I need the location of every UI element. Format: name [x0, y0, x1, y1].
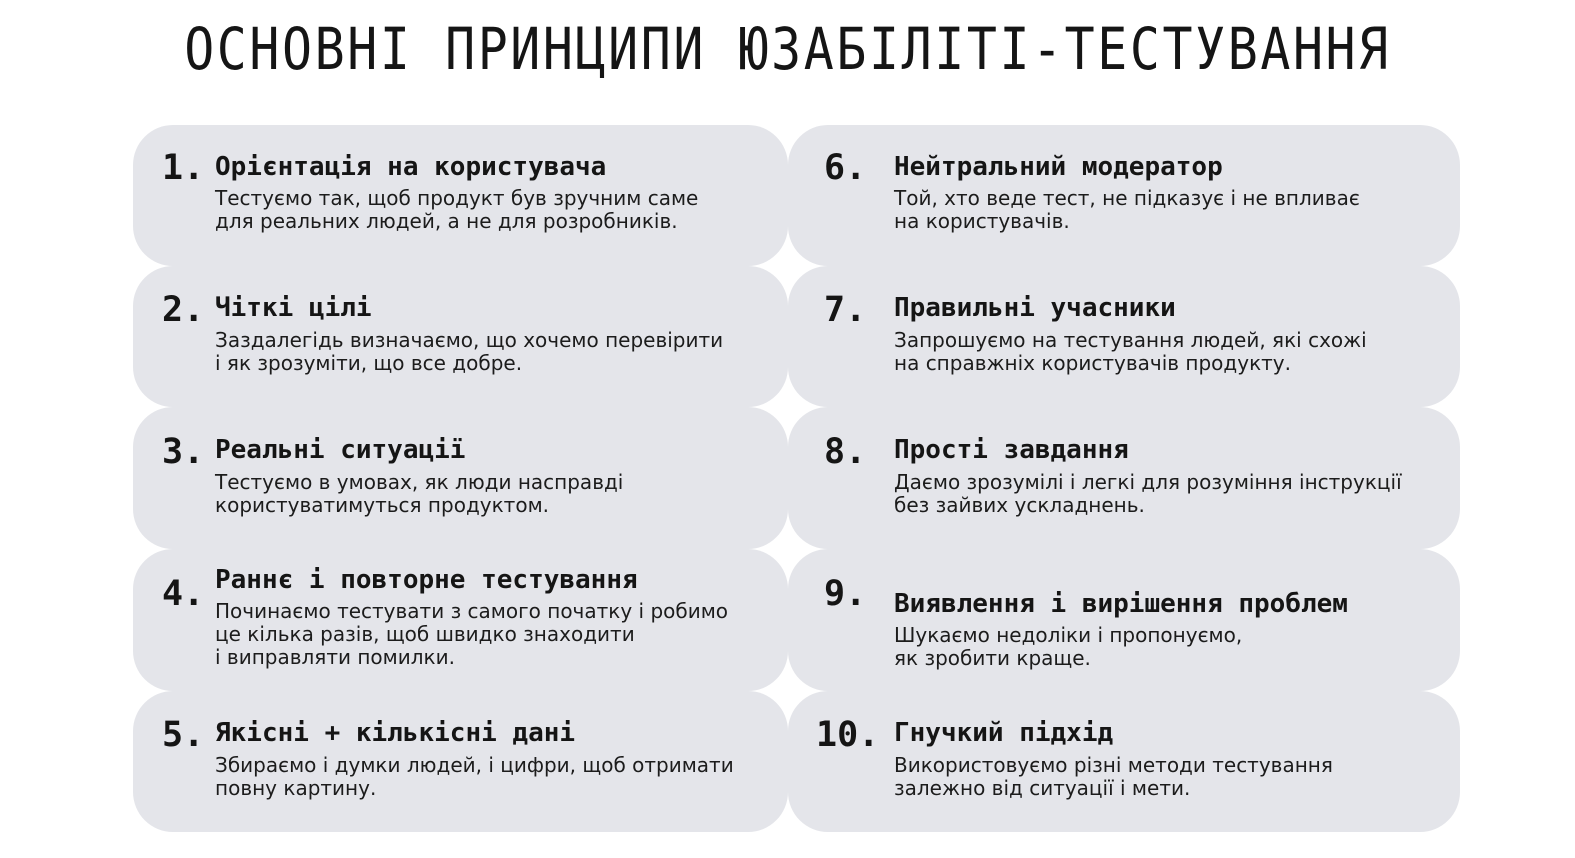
principle-number-1: 1.	[162, 148, 205, 188]
principle-heading-2: Чіткі цілі	[215, 293, 372, 323]
principle-description-3: Тестуємо в умовах, як люди насправді користуватимуться продуктом.	[215, 470, 624, 517]
principle-heading-3: Реальні ситуації	[215, 435, 466, 465]
principle-heading-5: Якісні + кількісні дані	[215, 718, 576, 748]
principle-description-4: Починаємо тестувати з самого початку і робимо це кілька разів, щоб швидко знаходити і виправляти помилки.	[215, 599, 729, 669]
principle-heading-7: Правильні учасники	[894, 293, 1176, 323]
principle-description-8: Даємо зрозумілі і легкі для розуміння інструкції без зайвих ускладнень.	[894, 470, 1402, 517]
principle-number-10: 10.	[816, 715, 880, 755]
principle-number-2: 2.	[162, 290, 205, 330]
principle-number-6: 6.	[824, 148, 867, 188]
principle-number-3: 3.	[162, 432, 205, 472]
principle-description-10: Використовуємо різні методи тестування залежно від ситуації і мети.	[894, 753, 1333, 800]
principle-heading-6: Нейтральний модератор	[894, 152, 1223, 182]
principle-heading-10: Гнучкий підхід	[894, 718, 1114, 748]
principle-description-1: Тестуємо так, щоб продукт був зручним саме для реальних людей, а не для розробників.	[215, 186, 699, 233]
principle-description-5: Збираємо і думки людей, і цифри, щоб отримати повну картину.	[215, 753, 734, 800]
principle-description-6: Той, хто веде тест, не підказує і не впливає на користувачів.	[894, 186, 1360, 233]
principle-heading-8: Прості завдання	[894, 435, 1129, 465]
principle-heading-1: Орієнтація на користувача	[215, 152, 607, 182]
principle-number-5: 5.	[162, 715, 205, 755]
principle-description-9: Шукаємо недоліки і пропонуємо, як зробити краще.	[894, 623, 1243, 670]
principle-number-4: 4.	[162, 574, 205, 614]
principle-number-9: 9.	[824, 574, 867, 614]
principle-heading-9: Виявлення і вирішення проблем	[894, 589, 1348, 619]
principle-description-7: Запрошуємо на тестування людей, які схожі на справжніх користувачів продукту.	[894, 328, 1367, 375]
page-title: ОСНОВНІ ПРИНЦИПИ ЮЗАБІЛІТІ-ТЕСТУВАННЯ	[184, 15, 1391, 83]
principle-number-8: 8.	[824, 432, 867, 472]
principle-description-2: Заздалегідь визначаємо, що хочемо перевірити і як зрозуміти, що все добре.	[215, 328, 724, 375]
principle-number-7: 7.	[824, 290, 867, 330]
principle-heading-4: Раннє і повторне тестування	[215, 565, 638, 595]
